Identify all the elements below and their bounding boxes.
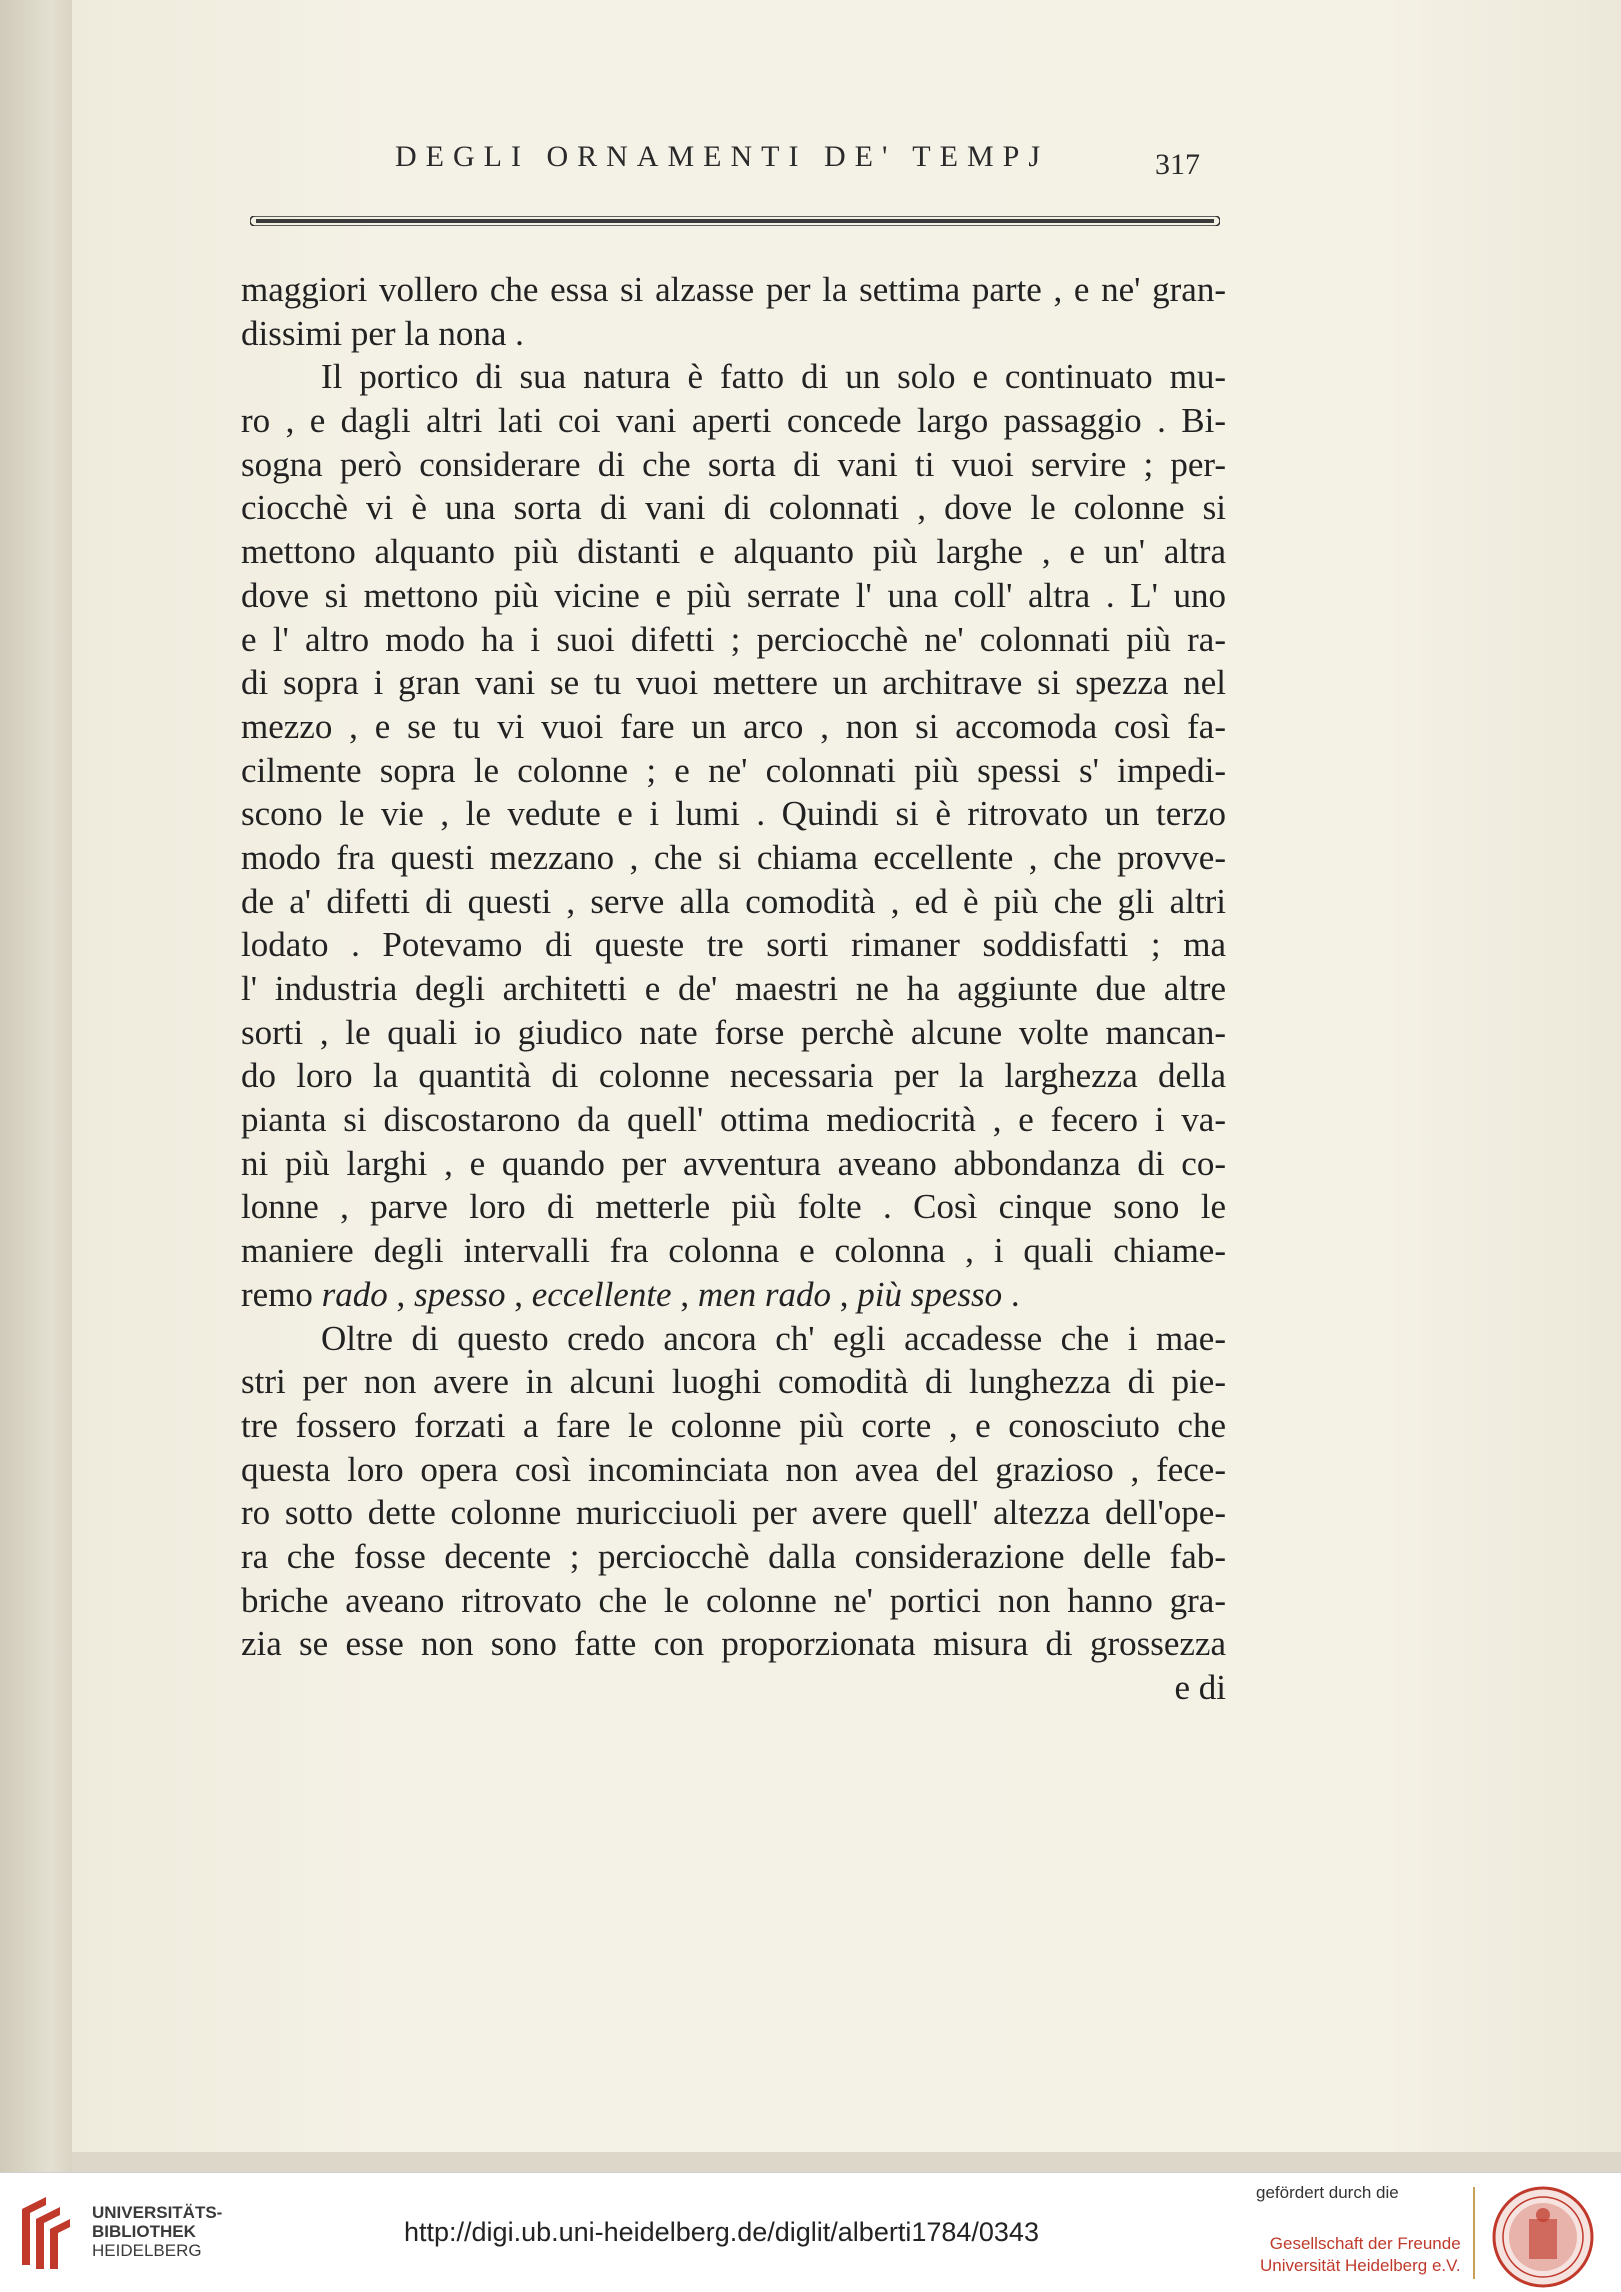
text-line: ciocchè vi è una sorta di vani di colonnati , dove le colonne si xyxy=(241,488,1226,528)
term-spesso: spesso xyxy=(414,1274,506,1314)
term-eccellente: eccellente xyxy=(531,1274,672,1314)
text-line: e l' altro modo ha i suoi difetti ; perciocchè ne' colonnati più ra- xyxy=(241,619,1226,659)
text-line: briche aveano ritrovato che le colonne ne' portici non hanno gra- xyxy=(241,1580,1226,1620)
funded-by-label: gefördert durch die xyxy=(1256,2183,1399,2202)
text-line: ni più larghi , e quando per avventura aveano abbondanza di co- xyxy=(241,1143,1226,1183)
text-line: de a' difetti di questi , serve alla comodità , ed è più che gli altri xyxy=(241,881,1226,921)
page-number: 317 xyxy=(1155,148,1200,181)
facing-page-edge xyxy=(0,0,72,2172)
text-line: tre fossero forzati a fare le colonne più corte , e conosciuto che xyxy=(241,1405,1226,1445)
text-line: lonne , parve loro di metterle più folte . Così cinque sono le xyxy=(241,1187,1226,1227)
text-line: dove si mettono più vicine e più serrate l' una coll' altra . L' uno xyxy=(241,575,1226,615)
page-shadow xyxy=(72,2152,1621,2172)
text-line: lodato . Potevamo di queste tre sorti rimaner soddisfatti ; ma xyxy=(241,925,1226,965)
text-line: Il portico di sua natura è fatto di un solo e continuato mu- xyxy=(321,357,1226,397)
text-line: do loro la quantità di colonne necessaria per la larghezza della xyxy=(241,1056,1226,1096)
text-line: ro sotto dette colonne muricciuoli per avere quell' altezza dell'ope- xyxy=(241,1493,1226,1533)
text-line: modo fra questi mezzano , che si chiama eccellente , che provve- xyxy=(241,837,1226,877)
text-line: mettono alquanto più distanti e alquanto più larghe , e un' altra xyxy=(241,532,1226,572)
text-line: l' industria degli architetti e de' maestri ne ha aggiunte due altre xyxy=(241,969,1226,1008)
text-line: dissimi per la nona . xyxy=(241,313,524,353)
text-line: stri per non avere in alcuni luoghi comodità di lunghezza di pie- xyxy=(241,1362,1226,1402)
text-line: sorti , le quali io giudico nate forse perchè alcune volte mancan- xyxy=(241,1012,1226,1052)
text-line: pianta si discostarono da quell' ottima mediocrità , e fecero i va- xyxy=(241,1100,1226,1140)
text-line: ro , e dagli altri lati coi vani aperti concede largo passaggio . Bi- xyxy=(241,401,1226,441)
text-line: questa loro opera così incominciata non avea del grazioso , fece- xyxy=(241,1449,1226,1489)
term-rado: rado xyxy=(321,1274,388,1314)
running-head: DEGLI ORNAMENTI DE' TEMPJ xyxy=(395,140,1049,173)
text-line: cilmente sopra le colonne ; e ne' colonnati più spessi s' impedi- xyxy=(241,750,1226,790)
text-line: di sopra i gran vani se tu vuoi mettere un architrave si spezza nel xyxy=(241,663,1226,703)
body-text xyxy=(241,268,1226,1710)
text-line: ra che fosse decente ; perciocchè dalla considerazione delle fab- xyxy=(241,1536,1226,1576)
text-line: zia se esse non sono fatte con proporzionata misura di grossezza xyxy=(241,1624,1226,1664)
library-logo-icon xyxy=(16,2195,72,2271)
university-seal-icon xyxy=(1491,2185,1595,2289)
text-line-italic-terms: remo rado , spesso , eccellente , men rado , più spesso . xyxy=(241,1274,1020,1314)
text-line: maniere degli intervalli fra colonna e colonna , i quali chiame- xyxy=(241,1231,1226,1271)
library-name: UNIVERSITÄTS- BIBLIOTHEK HEIDELBERG xyxy=(92,2203,223,2260)
digitization-footer xyxy=(0,2172,1621,2292)
ornamental-rule xyxy=(250,216,1220,226)
permalink-url[interactable]: http://digi.ub.uni-heidelberg.de/diglit/alberti1784/0343 xyxy=(404,2217,1039,2247)
term-men-rado: men rado xyxy=(697,1274,832,1314)
text-line: mezzo , e se tu vi vuoi fare un arco , non si accomoda così fa- xyxy=(241,706,1226,746)
catchword: e di xyxy=(1174,1668,1226,1707)
sponsor-name: Gesellschaft der Freunde Universität Heidelberg e.V. xyxy=(1260,2234,1461,2275)
text-line: Oltre di questo credo ancora ch' egli accadesse che i mae- xyxy=(321,1318,1226,1358)
footer-divider xyxy=(1473,2187,1475,2279)
text-line: maggiori vollero che essa si alzasse per la settima parte , e ne' gran- xyxy=(241,270,1226,309)
text-line: scono le vie , le vedute e i lumi . Quindi si è ritrovato un terzo xyxy=(241,794,1226,834)
text-line: sogna però considerare di che sorta di vani ti vuoi servire ; per- xyxy=(241,444,1226,484)
term-piu-spesso: più spesso xyxy=(857,1274,1003,1314)
